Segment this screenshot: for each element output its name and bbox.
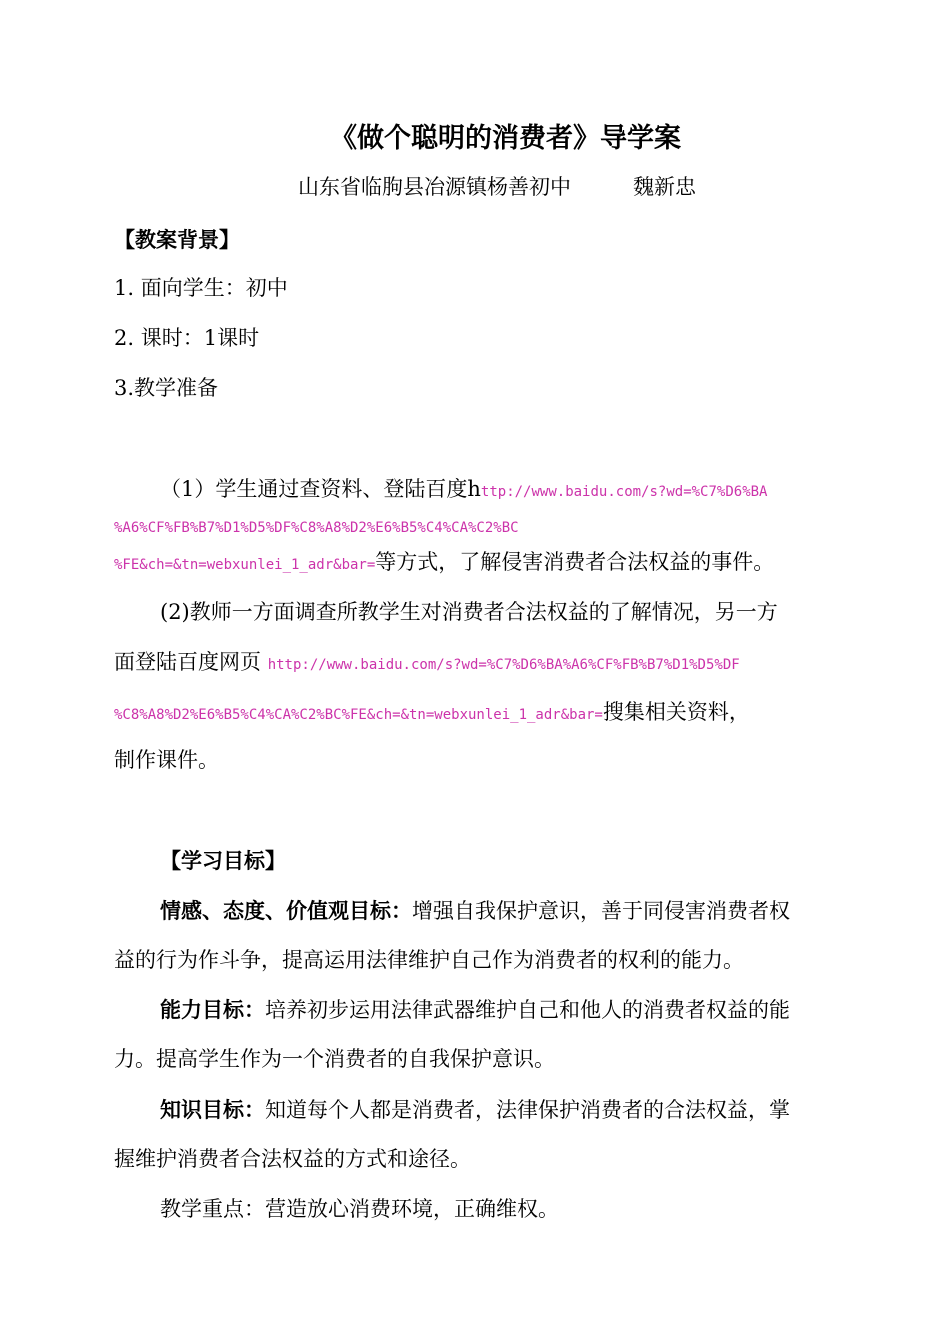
- author-name: 魏新忠: [633, 175, 696, 199]
- baidu-link-1c[interactable]: %FE&ch=&tn=webxunlei_1_adr&bar=: [114, 557, 376, 573]
- author-school: 山东省临朐县冶源镇杨善初中: [298, 175, 571, 199]
- baidu-link-2b[interactable]: %C8%A8%D2%E6%B5%C4%CA%C2%BC%FE&ch=&tn=webxunlei_1_adr&bar=: [114, 707, 603, 723]
- prep-paragraph-2-line-2: [114, 647, 740, 680]
- background-item-audience: 1. 面向学生：初中: [114, 276, 288, 300]
- goal-ability-line-1: [160, 995, 790, 1025]
- prep-2-tail: 搜集相关资料，: [602, 700, 750, 724]
- prep-paragraph-1-line-3: [114, 547, 774, 580]
- baidu-link-1a[interactable]: ttp://www.baidu.com/s?wd=%C7%D6%BA: [480, 484, 768, 500]
- goal-knowledge-line-1: [160, 1095, 790, 1125]
- background-item-preparation: 3.教学准备: [114, 376, 219, 400]
- goal-emotion-label: 情感、态度、价值观目标：: [160, 898, 412, 923]
- goal-emotion-line-1: [160, 896, 790, 926]
- background-item-duration: 2. 课时：1课时: [114, 326, 260, 350]
- prep-paragraph-2-line-4: 制作课件。: [114, 748, 219, 772]
- goal-knowledge-line-2: 握维护消费者合法权益的方式和途径。: [114, 1147, 471, 1171]
- prep-1-url-h: h: [467, 477, 481, 501]
- prep-1-tail: 等方式，了解侵害消费者合法权益的事件。: [375, 550, 775, 574]
- background-heading: 【教案背景】: [114, 227, 240, 252]
- prep-paragraph-2-line-3: [114, 697, 750, 730]
- baidu-link-1b[interactable]: %A6%CF%FB%B7%D1%D5%DF%C8%A8%D2%E6%B5%C4%CA%C2%BC: [114, 520, 519, 536]
- prep-paragraph-1-line-1: [160, 474, 767, 507]
- goal-ability-text: 培养初步运用法律武器维护自己和他人的消费者权益的能: [265, 998, 790, 1022]
- prep-paragraph-2-line-1: (2)教师一方面调查所教学生对消费者合法权益的了解情况，另一方: [160, 600, 778, 624]
- baidu-link-2a[interactable]: http://www.baidu.com/s?wd=%C7%D6%BA%A6%CF%FB%B7%D1%D5%DF: [267, 657, 740, 673]
- prep-paragraph-1-line-2: [114, 510, 519, 543]
- doc-title: 《做个聪明的消费者》导学案: [330, 123, 681, 154]
- key-point: 教学重点：营造放心消费环境，正确维权。: [160, 1197, 559, 1221]
- goal-knowledge-label: 知识目标：: [160, 1097, 265, 1122]
- goal-ability-label: 能力目标：: [160, 997, 265, 1022]
- prep-1-text: （1）学生通过查资料、登陆百度: [160, 477, 468, 501]
- goal-emotion-line-2: 益的行为作斗争，提高运用法律维护自己作为消费者的权利的能力。: [114, 948, 744, 972]
- goal-ability-line-2: 力。提高学生作为一个消费者的自我保护意识。: [114, 1047, 555, 1071]
- goals-heading: 【学习目标】: [160, 848, 286, 873]
- goal-emotion-text: 增强自我保护意识，善于同侵害消费者权: [412, 899, 790, 923]
- prep-2-text: 面登陆百度网页: [114, 650, 261, 674]
- goal-knowledge-text: 知道每个人都是消费者，法律保护消费者的合法权益，掌: [265, 1098, 790, 1122]
